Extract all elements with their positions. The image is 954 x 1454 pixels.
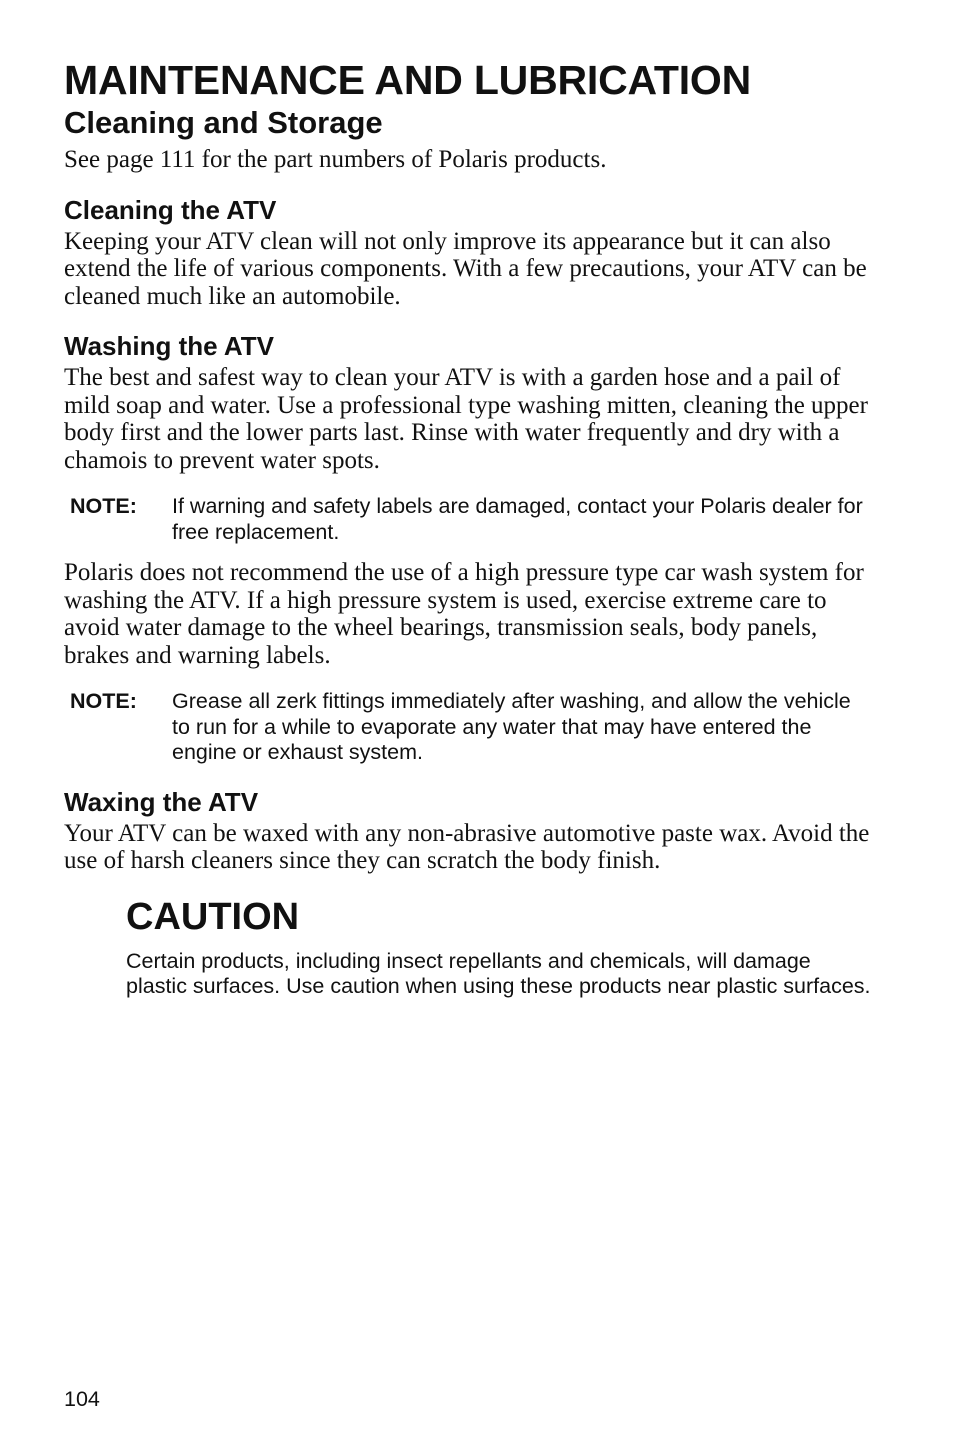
caution-title: CAUTION [126,895,300,938]
note-text: If warning and safety labels are damaged, contact your Polaris dealer for free replacement. [172,494,863,544]
note-text: Grease all zerk fittings immediately after washing, and allow the vehicle to run for a while to evaporate any water that may have entered the engine or exhaust system. [172,689,851,764]
section-title: Cleaning and Storage [64,105,383,140]
caution-text: Certain products, including insect repellants and chemicals, will damage plastic surfaces. Use caution when using these products near plastic surfaces. [126,948,871,998]
washing-heading: Washing the ATV [64,331,274,361]
page-title: MAINTENANCE AND LUBRICATION [64,57,751,103]
page-number: 104 [64,1387,100,1411]
note-label: NOTE: [70,689,137,713]
pressure-wash-paragraph: Polaris does not recommend the use of a high pressure type car wash system for washing the ATV. If a high pressure system is used, exercise extreme care to avoid water damage to the wheel bearings, transmission seals, body panels, brakes and warning labels. [64,559,864,669]
note-block [64,494,874,545]
washing-paragraph: The best and safest way to clean your ATV is with a garden hose and a pail of mild soap and water. Use a professional type washing mitten, cleaning the upper body first and the lower parts last. Rinse with water frequently and dry with a chamois to prevent water spots. [64,364,868,474]
note-label: NOTE: [70,494,137,518]
cleaning-paragraph: Keeping your ATV clean will not only improve its appearance but it can also extend the life of various components. With a few precautions, your ATV can be cleaned much like an automobile. [64,227,867,310]
intro-paragraph: See page 111 for the part numbers of Polaris products. [64,146,607,173]
caution-block [126,895,874,999]
waxing-paragraph: Your ATV can be waxed with any non-abrasive automotive paste wax. Avoid the use of harsh cleaners since they can scratch the body finish. [64,819,870,874]
document-page [64,56,874,999]
note-block [64,689,874,766]
cleaning-heading: Cleaning the ATV [64,194,277,225]
waxing-heading: Waxing the ATV [64,786,259,817]
